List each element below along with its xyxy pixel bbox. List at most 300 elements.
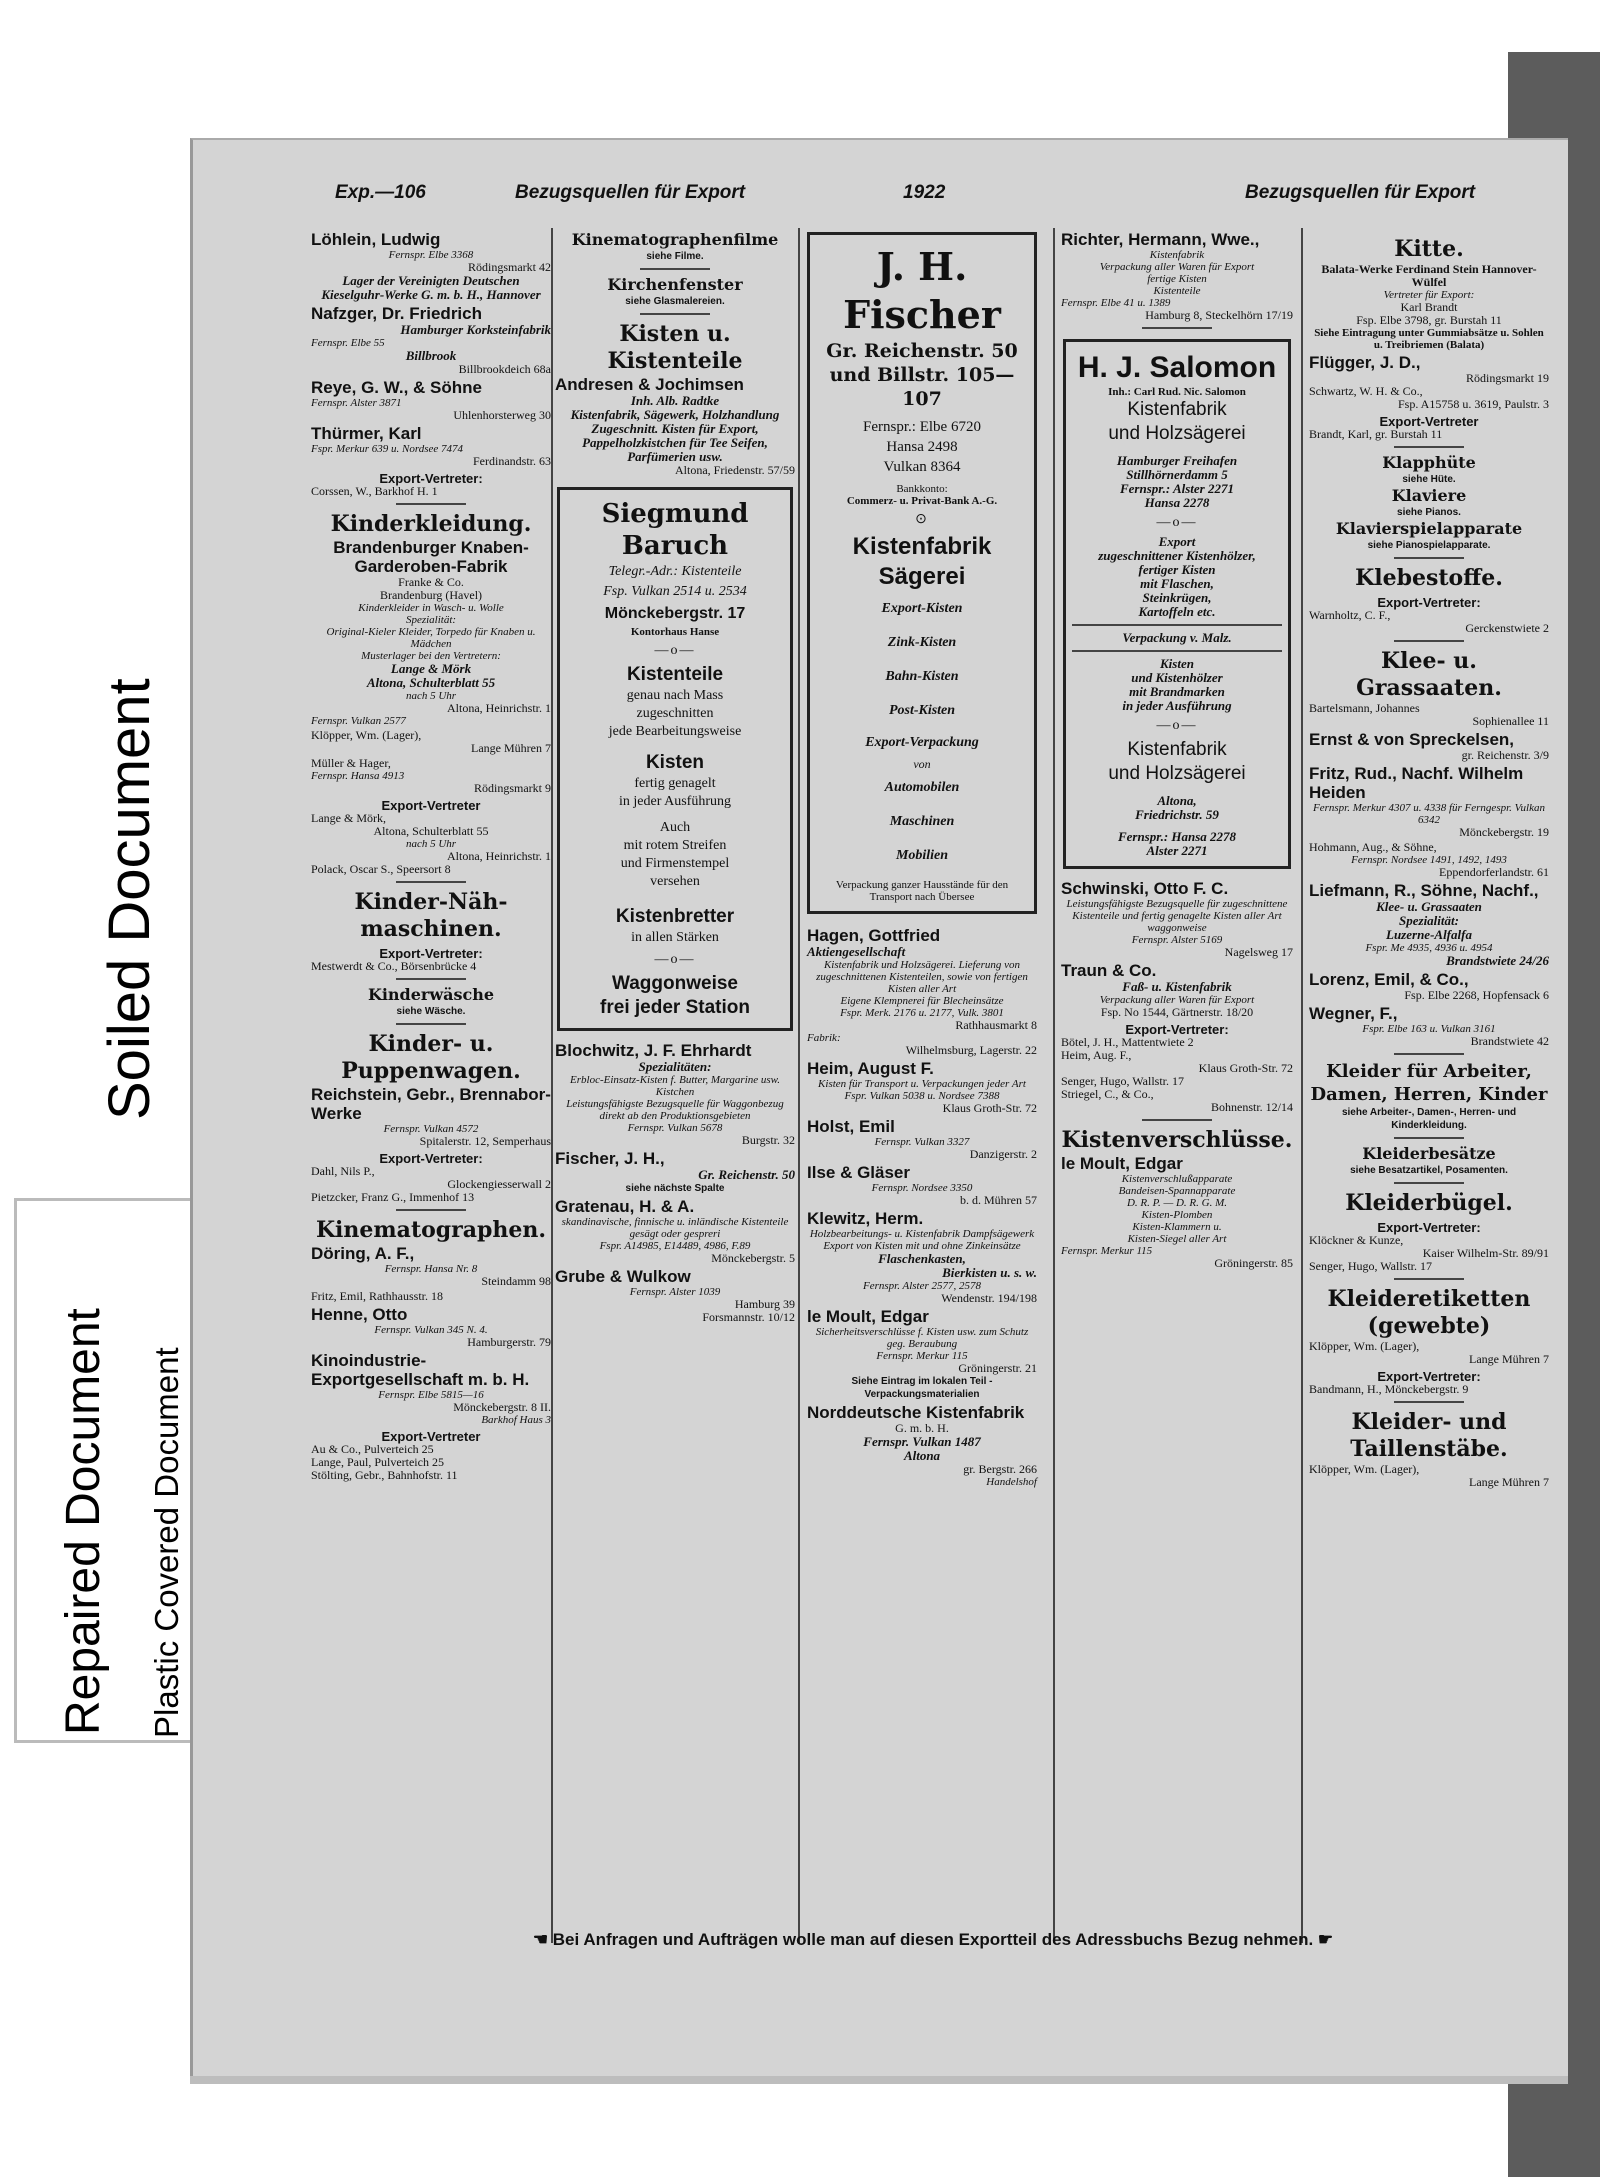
entry-text: Kisten-Klammern u. <box>1132 1221 1222 1233</box>
see-reference: siehe Pianospielapparate. <box>1367 540 1491 551</box>
listing <box>311 538 551 727</box>
entry-address: Lange, Paul, Pulverteich 25 <box>311 1455 444 1469</box>
listing <box>311 230 551 302</box>
ad-text: Post-Kisten <box>888 703 956 718</box>
ad-text: Verpackung ganzer Hausstände für den Transport nach Übersee <box>835 879 1009 903</box>
category-heading: Kinderkleidung. <box>330 511 532 537</box>
entry-address: Senger, Hugo, Wallstr. 17 <box>1309 1259 1432 1273</box>
ad-text: Kistenbretter <box>615 906 735 927</box>
ad-phone: Fernspr.: Hansa 2278 <box>1117 829 1237 844</box>
entry-address: Lange Mühren 7 <box>1469 1475 1549 1489</box>
entry-address: Bandmann, H., Mönckebergstr. 9 <box>1309 1382 1469 1396</box>
entry-text: D. R. P. — D. R. G. M. <box>1126 1197 1227 1209</box>
entry-name: Blochwitz, J. F. Ehrhardt <box>555 1041 752 1060</box>
column-divider <box>551 228 553 1943</box>
entry-phone: Fernspr. Merkur 4307 u. 4338 für Ferngespr. Vulkan 6342 <box>1313 802 1545 826</box>
export-vertreter-heading: Export-Vertreter: <box>379 946 483 961</box>
category-heading: Kirchenfenster <box>607 275 743 294</box>
entry-address: Hamburg 8, Steckelhörn 17/19 <box>1145 308 1293 322</box>
ad-phone: Fernspr.: Elbe 6720 <box>863 419 981 435</box>
entry-address: Lange Mühren 7 <box>471 741 551 755</box>
ad-text: Telegr.-Adr.: Kistenteile <box>608 564 742 579</box>
entry-text: Bierkisten u. s. w. <box>942 1265 1037 1280</box>
column-3 <box>807 230 1037 1490</box>
listing <box>1309 841 1549 879</box>
divider <box>396 881 466 883</box>
category-heading: Kinematographenfilme <box>571 230 779 249</box>
listing <box>311 472 551 498</box>
export-vertreter-heading: Export-Vertreter: <box>1377 595 1481 610</box>
category-heading: Kleiderbügel. <box>1345 1190 1513 1216</box>
listing <box>311 757 551 795</box>
category-heading: Kinder-Näh-maschinen. <box>354 889 508 942</box>
export-vertreter-heading: Export-Vertreter <box>1379 414 1479 429</box>
entry-name: Reichstein, Gebr., Brennabor-Werke <box>311 1085 551 1123</box>
entry-address: Bohnenstr. 12/14 <box>1210 1100 1293 1114</box>
entry-text: Eigene Klempnerei für Blecheinsätze <box>840 995 1004 1007</box>
entry-address: Sophienallee 11 <box>1472 714 1549 728</box>
entry-address: Gröningerstr. 21 <box>958 1361 1037 1375</box>
listing <box>1061 230 1293 322</box>
entry-note: Lager der Vereinigten Deutschen Kieselguhr-Werke G. m. b. H., Hannover <box>321 273 541 302</box>
export-vertreter-heading: Export-Vertreter <box>381 798 481 813</box>
entry-text: skandinavische, finnische u. inländische Kistenteile <box>561 1216 789 1228</box>
entry-address: Gr. Reichenstr. 50 <box>698 1167 795 1182</box>
column-2 <box>555 230 795 1326</box>
see-reference: siehe nächste Spalte <box>625 1183 725 1194</box>
entry-address: Altona, Heinrichstr. 1 <box>447 701 551 715</box>
listing <box>1061 1154 1293 1270</box>
entry-note: Hamburger Korksteinfabrik <box>400 322 551 337</box>
column-divider <box>798 228 800 1943</box>
entry-text: Kinderkleider in Wasch- u. Wolle <box>358 602 504 614</box>
entry-name: Döring, A. F., <box>311 1244 415 1263</box>
ad-text: Hamburger Freihafen <box>1116 453 1238 468</box>
entry-name: Reye, G. W., & Söhne <box>311 378 482 397</box>
entry-phone: Fspr. Elbe 163 u. Vulkan 3161 <box>1362 1023 1496 1035</box>
entry-text: G. m. b. H. <box>895 1421 949 1435</box>
ad-text: Verpackung v. Malz. <box>1122 630 1232 645</box>
entry-phone: Fernspr. Nordsee 1491, 1492, 1493 <box>1351 854 1507 866</box>
salomon-advertisement <box>1063 339 1291 869</box>
entry-address: Bötel, J. H., Mattentwiete 2 <box>1061 1035 1194 1049</box>
category-heading: Kleider- und Taillenstäbe. <box>1350 1409 1508 1462</box>
ad-address: Mönckebergstr. 17 <box>604 605 746 622</box>
entry-name: Henne, Otto <box>311 1305 408 1324</box>
category-heading: Klaviere <box>1391 486 1467 505</box>
entry-address: Uhlenhorsterweg 30 <box>453 408 551 422</box>
ad-text: Kisten <box>1160 656 1194 671</box>
entry-name: Balata-Werke Ferdinand Stein Hannover-Wülfel <box>1321 262 1537 289</box>
entry-address: gr. Reichenstr. 3/9 <box>1461 748 1549 762</box>
ad-address: Friedrichstr. 59 <box>1135 807 1219 822</box>
entry-name: Brandenburger Knaben-Garderoben-Fabrik <box>333 538 529 576</box>
ad-text: von <box>913 757 931 771</box>
directory-page <box>190 138 1568 2076</box>
see-reference: siehe Glasmalereien. <box>625 296 725 307</box>
header-year: 1922 <box>903 182 946 203</box>
divider <box>1072 624 1282 626</box>
ad-text: und Holzsägerei <box>1108 763 1246 784</box>
category-heading: Kitte. <box>1394 236 1464 262</box>
listing <box>311 1085 551 1148</box>
ad-text: Kontorhaus Hanse <box>630 626 720 638</box>
entry-name: Striegel, C., & Co., <box>1061 1087 1154 1101</box>
entry-text: Leistungsfähigste Bezugsquelle für Waggonbezug direkt ab den Produktionsgebieten <box>566 1098 784 1122</box>
listing <box>311 799 551 876</box>
column-divider <box>1301 228 1303 1943</box>
entry-phone: Fspr. Merkur 639 u. Nordsee 7474 <box>311 443 464 455</box>
entry-address: Mönckebergstr. 8 II. <box>453 1400 551 1414</box>
listing <box>311 1430 551 1482</box>
divider <box>640 268 710 270</box>
entry-text: gesägt oder gespreri <box>629 1228 721 1240</box>
entry-address: Fsp. Elbe 3798, gr. Burstah 11 <box>1356 313 1502 327</box>
ad-text: Export <box>1158 534 1196 549</box>
page-edge <box>190 2076 1568 2084</box>
header-title-left: Bezugsquellen für Export <box>515 182 746 203</box>
entry-address: Senger, Hugo, Wallstr. 17 <box>1061 1074 1184 1088</box>
entry-name: Schwartz, W. H. & Co., <box>1309 384 1423 398</box>
listing <box>555 375 795 477</box>
listing <box>807 1209 1037 1305</box>
category-heading: Kleiderbesätze <box>1362 1144 1496 1163</box>
ad-address: und Billstr. 105—107 <box>829 364 1015 410</box>
entry-text: Kisten für Transport u. Verpackungen jeder Art <box>818 1078 1026 1090</box>
column-5 <box>1309 230 1549 1491</box>
page-header <box>335 178 1575 210</box>
see-reference: siehe Hüte. <box>1402 474 1456 485</box>
entry-name: Andresen & Jochimsen <box>555 375 744 394</box>
listing <box>555 1197 795 1265</box>
entry-address: Gerckenstwiete 2 <box>1465 621 1549 635</box>
divider <box>1394 446 1464 448</box>
divider <box>1394 1278 1464 1280</box>
ad-text: Export-Kisten <box>881 601 963 616</box>
entry-phone: Fernspr. Merkur 115 <box>1061 1245 1153 1257</box>
listing <box>311 424 551 468</box>
category-heading: Klavierspielapparate <box>1335 519 1523 538</box>
entry-text: Verpackung aller Waren für Export <box>1099 261 1255 273</box>
entry-text: Musterlager bei den Vertretern: <box>361 650 501 662</box>
soiled-document-label: Soiled Document <box>97 678 162 1120</box>
listing <box>311 729 551 755</box>
entry-address: Altona, Heinrichstr. 1 <box>447 849 551 863</box>
listing <box>311 378 551 422</box>
entry-text: Aktiengesellschaft <box>807 944 906 959</box>
entry-address: Klaus Groth-Str. 72 <box>942 1101 1037 1115</box>
category-heading: Kinderwäsche <box>367 985 495 1004</box>
ad-text: Kistenfabrik <box>852 533 992 560</box>
ad-address: Stillhörnerdamm 5 <box>1126 467 1228 482</box>
entry-address: Altona, Schulterblatt 55 <box>373 824 489 838</box>
entry-address: Lange Mühren 7 <box>1469 1352 1549 1366</box>
entry-address: Eppendorferlandstr. 61 <box>1439 865 1549 879</box>
see-reference: siehe Besatzartikel, Posamenten. <box>1350 1165 1508 1176</box>
ornament: —o— <box>1156 515 1198 530</box>
header-title-right: Bezugsquellen für Export <box>1245 182 1476 203</box>
entry-text: Kistenfabrik und Holzsägerei. Lieferung von zugeschnittenen Kistenteilen, sowie von fertigen Kisten aller Art <box>816 959 1028 995</box>
page-number: Exp.—106 <box>335 182 426 203</box>
listing <box>1309 764 1549 839</box>
entry-text: nach 5 Uhr <box>405 838 457 850</box>
entry-address: Burgstr. 32 <box>741 1133 795 1147</box>
entry-address: Forsmannstr. 10/12 <box>702 1310 795 1324</box>
entry-name: Lorenz, Emil, & Co., <box>1309 970 1469 989</box>
entry-name: Ernst & von Spreckelsen, <box>1309 730 1515 749</box>
see-reference: siehe Pianos. <box>1397 507 1461 518</box>
listing <box>555 1149 795 1195</box>
divider <box>396 1209 466 1211</box>
entry-address: Rödingsmarkt 9 <box>474 781 551 795</box>
entry-text: waggonweise <box>1147 922 1207 934</box>
entry-name: Richter, Hermann, Wwe., <box>1061 230 1260 249</box>
entry-name: Nafzger, Dr. Friedrich <box>311 304 482 323</box>
category-heading: Kisten u. Kistenteile <box>607 321 743 374</box>
ad-text: mit Brandmarken <box>1129 684 1225 699</box>
entry-address: Brandt, Karl, gr. Burstah 11 <box>1309 427 1443 441</box>
ornament: ⊙ <box>915 512 929 527</box>
ad-phone: Vulkan 8364 <box>883 459 961 475</box>
entry-name: Norddeutsche Kistenfabrik <box>807 1403 1025 1422</box>
ad-text: Commerz- u. Privat-Bank A.-G. <box>846 495 998 507</box>
entry-text: Altona <box>903 1448 941 1463</box>
entry-text: Kisten-Siegel aller Art <box>1127 1233 1227 1245</box>
entry-phone: Fspr. Vulkan 5038 u. Nordsee 7388 <box>844 1090 1000 1102</box>
ad-phone: Hansa 2498 <box>886 439 958 455</box>
ad-text: Kistenteile <box>626 664 724 685</box>
category-heading: Klebestoffe. <box>1355 565 1503 591</box>
listing <box>1309 1221 1549 1273</box>
divider <box>1394 1182 1464 1184</box>
entry-name: Holst, Emil <box>807 1117 895 1136</box>
entry-name: Klöpper, Wm. (Lager), <box>1309 1339 1420 1353</box>
category-heading: Klee- u. Grassaaten. <box>1356 648 1502 701</box>
ad-text: fertiger Kisten <box>1138 562 1216 577</box>
ad-text: in jeder Ausführung <box>1122 698 1232 713</box>
entry-phone: Fernspr. Elbe 41 u. 1389 <box>1061 297 1171 309</box>
ad-text: frei jeder Station <box>600 997 750 1018</box>
ad-address: Gr. Reichenstr. 50 <box>826 340 1018 362</box>
column-4 <box>1061 230 1293 1272</box>
entry-address: Fsp. No 1544, Gärtnerstr. 18/20 <box>1100 1005 1254 1019</box>
entry-address: Brandstwiete 24/26 <box>1446 953 1549 968</box>
ad-text: und Kistenhölzer <box>1131 670 1223 685</box>
entry-address: Pietzcker, Franz G., Immenhof 13 <box>311 1190 475 1204</box>
entry-text: Handelshof <box>986 1476 1037 1488</box>
entry-address: Wendenstr. 194/198 <box>941 1291 1037 1305</box>
entry-address: Hamburgerstr. 79 <box>467 1335 551 1349</box>
ad-text: Kartoffeln etc. <box>1138 604 1216 619</box>
ad-text: Sägerei <box>878 563 966 590</box>
entry-address: Kaiser Wilhelm-Str. 89/91 <box>1422 1246 1549 1260</box>
ad-text: in allen Stärken <box>631 930 719 945</box>
listing <box>311 1152 551 1204</box>
entry-text: Franke & Co. <box>398 575 464 589</box>
entry-text: Luzerne-Alfalfa <box>1386 927 1472 942</box>
divider <box>1072 650 1282 652</box>
ornament: —o— <box>654 643 696 658</box>
entry-text: Erbloc-Einsatz-Kisten f. Butter, Margarine usw. <box>570 1074 780 1086</box>
category-heading: Kinematographen. <box>315 1217 547 1243</box>
entry-text: Klee- u. Grassaaten <box>1376 899 1482 914</box>
entry-text: Kistenverschlußapparate <box>1121 1173 1233 1185</box>
ad-text: Zink-Kisten <box>887 635 957 650</box>
entry-address: Danzigerstr. 2 <box>969 1147 1037 1161</box>
export-vertreter-heading: Export-Vertreter: <box>1377 1220 1481 1235</box>
fischer-advertisement <box>807 232 1037 914</box>
entry-name: Bartelsmann, Johannes <box>1309 701 1420 715</box>
entry-name: Traun & Co. <box>1061 961 1157 980</box>
entry-text: Original-Kieler Kleider, Torpedo für Knaben u. Mädchen <box>326 626 536 650</box>
listing <box>807 926 1037 1057</box>
entry-address: gr. Bergstr. 266 <box>963 1462 1037 1476</box>
entry-phone: Fernspr. Alster 5169 <box>1131 934 1223 946</box>
listing <box>1309 970 1549 1002</box>
entry-address: Billbrookdeich 68a <box>458 362 551 376</box>
repaired-document-label: Repaired Document <box>57 1308 110 1735</box>
entry-phone: Fernspr. Vulkan 5678 <box>627 1122 723 1134</box>
listing <box>1309 702 1549 728</box>
entry-name: Dahl, Nils P., <box>311 1164 375 1178</box>
pointing-hand-icon: ☚ <box>532 1930 553 1949</box>
entry-text: Export von Kisten mit und ohne Zinkeinsätze <box>823 1240 1021 1252</box>
ad-phone: Alster 2271 <box>1146 843 1208 858</box>
entry-address: Mestwerdt & Co., Börsenbrücke 4 <box>311 959 477 973</box>
entry-phone: Fspr. A14985, E14489, 4986, F.89 <box>599 1240 751 1252</box>
ad-text: Waggonweise <box>612 973 738 994</box>
divider <box>396 503 466 505</box>
export-vertreter-heading: Export-Vertreter: <box>1125 1022 1229 1037</box>
ad-text: zugeschnittener Kistenhölzer, <box>1098 548 1256 563</box>
entry-text: Flaschenkasten, <box>878 1251 966 1266</box>
entry-phone: Fernspr. Alster 1039 <box>629 1286 721 1298</box>
listing <box>807 1117 1037 1161</box>
listing <box>1309 881 1549 968</box>
entry-address: Rödingsmarkt 42 <box>468 260 551 274</box>
entry-text: Leistungsfähigste Bezugsquelle für zugeschnittene Kistenteile und fertig genagelte Kisten aller Art <box>1066 898 1288 922</box>
listing <box>311 1305 551 1349</box>
entry-phone: Fernspr. Alster 3871 <box>311 397 402 409</box>
page-footer <box>303 1930 1563 1950</box>
ad-text: Automobilen <box>884 780 960 795</box>
entry-name: Liefmann, R., Söhne, Nachf., <box>1309 881 1539 900</box>
ad-text: Inh.: Carl Rud. Nic. Salomon <box>1108 386 1246 398</box>
entry-name: Wegner, F., <box>1309 1004 1398 1023</box>
entry-name: Grube & Wulkow <box>555 1267 691 1286</box>
entry-phone: Fernspr. Vulkan 1487 <box>863 1434 981 1449</box>
ad-text: Maschinen <box>889 814 955 829</box>
entry-text: Lange & Mörk <box>390 661 472 676</box>
ad-text: Kistenfabrik <box>1127 739 1227 760</box>
divider <box>1394 1401 1464 1403</box>
entry-text: Spezialität: <box>405 614 457 626</box>
see-reference: Siehe Eintrag im lokalen Teil - Verpackungsmaterialien <box>851 1376 993 1400</box>
entry-address: Klaus Groth-Str. 72 <box>1198 1061 1293 1075</box>
entry-phone: Fernspr. Vulkan 3327 <box>874 1136 970 1148</box>
entry-text: Holzbearbeitungs- u. Kistenfabrik Dampfsägewerk <box>809 1228 1035 1240</box>
entry-address: Brandstwiete 42 <box>1470 1034 1549 1048</box>
entry-text: Vertreter für Export: <box>1383 289 1475 301</box>
category-heading: Kinder- u. Puppenwagen. <box>341 1031 521 1084</box>
ad-text: mit Flaschen, <box>1140 576 1214 591</box>
entry-name: Ilse & Gläser <box>807 1163 911 1182</box>
entry-address: Steindamm 98 <box>481 1274 551 1288</box>
entry-address: Hamburg 39 <box>734 1297 795 1311</box>
pointing-hand-icon: ☛ <box>1317 1930 1334 1949</box>
listing <box>807 1059 1037 1115</box>
entry-phone: Fernspr. Hansa Nr. 8 <box>384 1263 478 1275</box>
ad-text: Kistenfabrik <box>1127 399 1227 420</box>
entry-name: Löhlein, Ludwig <box>311 230 441 249</box>
ad-text: zugeschnitten <box>636 706 714 721</box>
entry-phone: Fernspr. Elbe 3368 <box>388 249 474 261</box>
ad-name: Siegmund Baruch <box>601 499 749 561</box>
entry-text: Fabrik: <box>807 1032 841 1044</box>
entry-phone: Fernspr. Merkur 115 <box>876 1350 968 1362</box>
entry-name: Fischer, J. H., <box>555 1149 665 1168</box>
entry-phone: Fernspr. Vulkan 4572 <box>383 1123 479 1135</box>
entry-text: fertige Kisten <box>1147 273 1207 285</box>
listing <box>1309 1463 1549 1489</box>
entry-address: Gröningerstr. 85 <box>1214 1256 1293 1270</box>
ad-text: Auch <box>659 820 691 835</box>
ad-text: Mobilien <box>895 848 949 863</box>
ad-text: Steinkrügen, <box>1142 590 1212 605</box>
ad-text: fertig genagelt <box>634 776 716 791</box>
entry-address: Rödingsmarkt 19 <box>1466 371 1549 385</box>
export-vertreter-heading: Export-Vertreter: <box>379 471 483 486</box>
listing <box>311 947 551 973</box>
ad-text: und Holzsägerei <box>1108 423 1246 444</box>
ad-text: und Firmenstempel <box>620 856 730 871</box>
entry-phone: Fspr. Merk. 2176 u. 2177, Vulk. 3801 <box>840 1007 1004 1019</box>
entry-address: Fsp. A15758 u. 3619, Paulstr. 3 <box>1397 397 1549 411</box>
entry-address: Polack, Oscar S., Speersort 8 <box>311 862 451 876</box>
category-heading: Kleideretiketten (gewebte) <box>1327 1286 1531 1339</box>
listing <box>1309 1004 1549 1048</box>
entry-text: Zugeschnitt. Kisten für Export, Pappelholzkistchen für Tee Seifen, Parfümerien usw. <box>582 421 768 464</box>
entry-phone: Fernspr. Vulkan 2577 <box>311 715 406 727</box>
entry-address: Wilhelmsburg, Lagerstr. 22 <box>905 1043 1037 1057</box>
listing <box>1309 353 1549 411</box>
category-heading: Klapphüte <box>1382 453 1476 472</box>
listing <box>311 1290 551 1303</box>
entry-name: le Moult, Edgar <box>1061 1154 1183 1173</box>
entry-address: b. d. Mühren 57 <box>960 1193 1037 1207</box>
listing <box>807 1163 1037 1207</box>
divider <box>1394 640 1464 642</box>
entry-name: Thürmer, Karl <box>311 424 422 443</box>
entry-address: Glockengiesserwall 2 <box>447 1177 551 1191</box>
entry-name: Müller & Hager, <box>311 756 391 770</box>
entry-address: Barkhof Haus 3 <box>481 1414 551 1426</box>
entry-text: Spezialität: <box>1399 913 1459 928</box>
listing <box>807 1307 1037 1401</box>
footer-notice: Bei Anfragen und Aufträgen wolle man auf diesen Exportteil des Adressbuchs Bezug nehmen. <box>552 1930 1314 1949</box>
entry-text: Kistenteile <box>1153 285 1201 297</box>
entry-address: Nagelsweg 17 <box>1224 945 1293 959</box>
see-reference: siehe Wäsche. <box>396 1006 466 1017</box>
ad-text: versehen <box>650 874 700 889</box>
entry-text: Altona, Schulterblatt 55 <box>366 675 496 690</box>
entry-name: Fritz, Rud., Nachf. Wilhelm Heiden <box>1309 764 1524 802</box>
listing <box>1061 1023 1293 1114</box>
entry-phone: Fernspr. Alster 2577, 2578 <box>862 1280 982 1292</box>
see-reference: siehe Filme. <box>646 251 704 262</box>
ad-text: in jeder Ausführung <box>619 794 731 809</box>
entry-address: Au & Co., Pulverteich 25 <box>311 1442 434 1456</box>
